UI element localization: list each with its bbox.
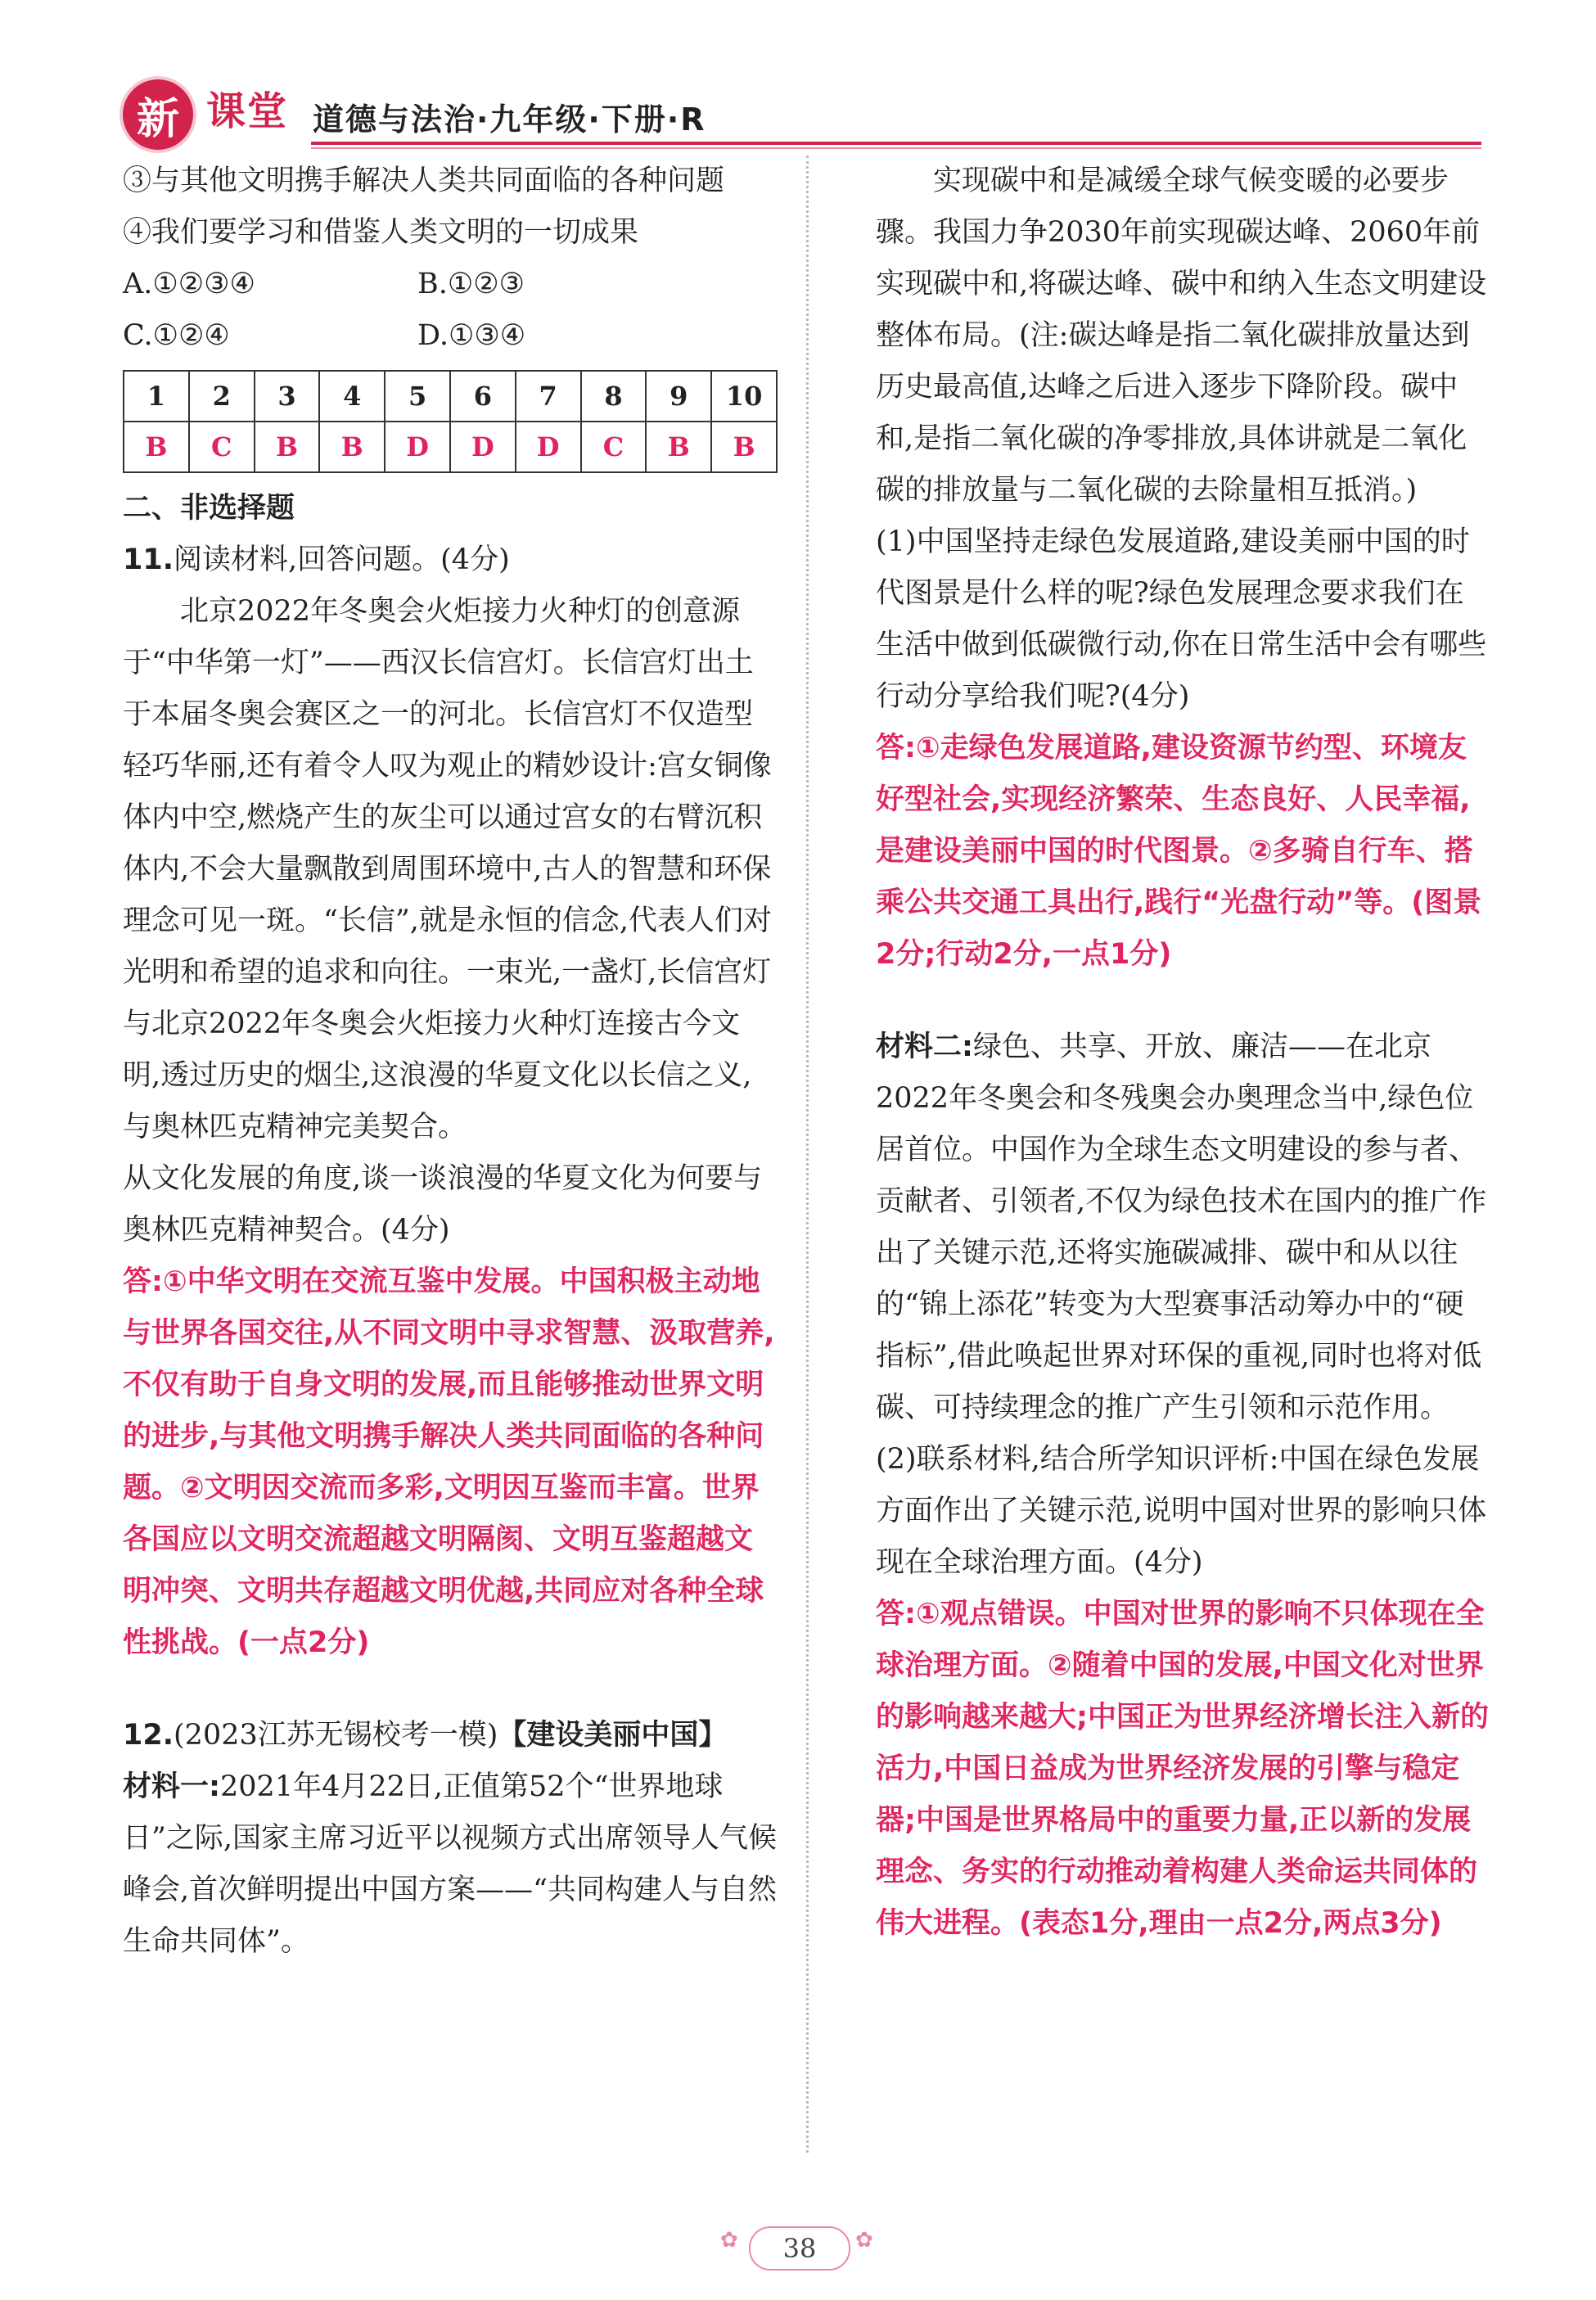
key-answer: B (124, 422, 189, 472)
q11-material: 北京2022年冬奥会火炬接力火种灯的创意源于“中华第一灯”——西汉长信宫灯。长信宫灯出土于本届冬奥会赛区之一的河北。长信宫灯不仅造型轻巧华丽,还有着令人叹为观止的精妙设计:宫女铜像体内中空,燃烧产生的灰尘可以通过宫女的右臂沉积体内,不会大量飘散到周围环境中,古人的智慧和环保理念可见一斑。“长信”,就是永恒的信念,代表人们对光明和希望的追求和向往。一束光,一盏灯,长信宫灯与北京2022年冬奥会火炬接力火种灯连接古今文明,透过历史的烟尘,这浪漫的华夏文化以长信之义,与奥林匹克精神完美契合。 (123, 595, 773, 1143)
answer-key-table (123, 370, 778, 473)
q12-sub2-answer: 答:①观点错误。中国对世界的影响不只体现在全球治理方面。②随着中国的发展,中国文化对世界的影响越来越大;中国正为世界经济增长注入新的活力,中国日益成为世界经济发展的引擎与稳定器;中国是世界格局中的重要力量,正以新的发展理念、务实的行动推动着构建人类命运共同体的伟大进程。(表态1分,理由一点2分,两点3分) (876, 1598, 1489, 1940)
key-num: 7 (516, 371, 581, 422)
q12-sub1-question: (1)中国坚持走绿色发展道路,建设美丽中国的时代图景是什么样的呢?绿色发展理念要求我们在生活中做到低碳微行动,你在日常生活中会有哪些行动分享给我们呢?(4分) (876, 525, 1487, 713)
star-icon: ✿ (720, 2228, 738, 2253)
answer-key-numbers (124, 371, 777, 422)
key-num: 3 (255, 371, 320, 422)
q12-header (123, 1710, 778, 1761)
logo-word: 课堂 (206, 88, 289, 134)
q11-answer: 答:①中华文明在交流互鉴中发展。中国积极主动地与世界各国交往,从不同文明中寻求智慧、汲取营养,不仅有助于自身文明的发展,而且能够推动世界文明的进步,与其他文明携手解决人类共同面临的各种问题。②文明因交流而多彩,文明因互鉴而丰富。世界各国应以文明交流超越文明隔阂、文明互鉴超越文明冲突、文明共存超越文明优越,共同应对各种全球性挑战。(一点2分) (123, 1265, 775, 1659)
key-num: 9 (646, 371, 711, 422)
choice-d: D.①③④ (417, 319, 526, 352)
q11-question: 从文化发展的角度,谈一谈浪漫的华夏文化为何要与奥林匹克精神契合。(4分) (123, 1162, 763, 1247)
page-header (123, 78, 1481, 151)
page-number: 38 (749, 2226, 850, 2271)
choice-grid (123, 259, 778, 362)
option-3: ③与其他文明携手解决人类共同面临的各种问题 (123, 165, 725, 197)
q12-number: 12. (123, 1719, 174, 1752)
key-num: 1 (124, 371, 189, 422)
choice-a: A.①②③④ (123, 268, 255, 300)
material1-text: 2021年4月22日,正值第52个“世界地球日”之际,国家主席习近平以视频方式出席领导人气候峰会,首次鲜明提出中国方案——“共同构建人与自然生命共同体”。 (123, 1770, 778, 1958)
key-answer: C (189, 422, 255, 472)
q12-sub1-answer: 答:①走绿色发展道路,建设资源节约型、环境友好型社会,实现经济繁荣、生态良好、人民幸福,是建设美丽中国的时代图景。②多骑自行车、搭乘公共交通工具出行,践行“光盘行动”等。(图景2分;行动2分,一点1分) (876, 732, 1482, 971)
key-answer: D (450, 422, 516, 472)
key-answer: B (319, 422, 385, 472)
header-rule (311, 142, 1481, 145)
q12-sub2-question: (2)联系材料,结合所学知识评析:中国在绿色发展方面作出了关键示范,说明中国对世界的影响只体现在全球治理方面。(4分) (876, 1443, 1487, 1579)
key-answer: B (255, 422, 320, 472)
key-num: 5 (385, 371, 450, 422)
key-answer: B (711, 422, 777, 472)
key-num: 4 (319, 371, 385, 422)
key-num: 2 (189, 371, 255, 422)
key-answer: C (581, 422, 647, 472)
material1-continued: 实现碳中和是减缓全球气候变暖的必要步骤。我国力争2030年前实现碳达峰、2060年前实现碳中和,将碳达峰、碳中和纳入生态文明建设整体布局。(注:碳达峰是指二氧化碳排放量达到历史最高值,达峰之后进入逐步下降阶段。碳中和,是指二氧化碳的净零排放,具体讲就是二氧化碳的排放量与二氧化碳的去除量相互抵消。) (876, 165, 1487, 507)
right-column (876, 156, 1490, 1950)
key-answer: B (646, 422, 711, 472)
choice-c: C.①②④ (123, 319, 230, 352)
choice-b: B.①②③ (417, 268, 525, 300)
q11-stem-text: 阅读材料,回答问题。(4分) (174, 543, 510, 576)
material2-label: 材料二: (876, 1030, 973, 1063)
q12-tag: 【建设美丽中国】 (498, 1719, 728, 1752)
key-answer: D (385, 422, 450, 472)
key-answer: D (516, 422, 581, 472)
material1-label: 材料一: (123, 1770, 220, 1803)
column-divider (806, 156, 809, 2153)
q11-stem (123, 534, 778, 586)
q12-source: (2023江苏无锡校考一模) (174, 1719, 498, 1752)
answer-key-answers (124, 422, 777, 472)
subject-title: 道德与法治·九年级·下册·R (313, 101, 706, 138)
key-num: 10 (711, 371, 777, 422)
material2-text: 绿色、共享、开放、廉洁——在北京2022年冬奥会和冬残奥会办奥理念当中,绿色位居首位。中国作为全球生态文明建设的参与者、贡献者、引领者,不仅为绿色技术在国内的推广作出了关键示范,还将实施碳减排、碳中和从以往的“锦上添花”转变为大型赛事活动筹办中的“硬指标”,借此唤起世界对环保的重视,同时也将对低碳、可持续理念的推广产生引领和示范作用。 (876, 1030, 1487, 1424)
header-rule-thin (311, 147, 1481, 149)
q12-material1 (123, 1761, 778, 1968)
option-4: ④我们要学习和借鉴人类文明的一切成果 (123, 216, 639, 249)
key-num: 6 (450, 371, 516, 422)
q11-number: 11. (123, 543, 174, 576)
section-title: 二、非选择题 (123, 492, 295, 525)
logo-badge: 新 (123, 79, 193, 150)
q12-material2 (876, 1021, 1490, 1434)
star-icon: ✿ (855, 2228, 873, 2253)
key-num: 8 (581, 371, 647, 422)
left-column (123, 156, 778, 1968)
